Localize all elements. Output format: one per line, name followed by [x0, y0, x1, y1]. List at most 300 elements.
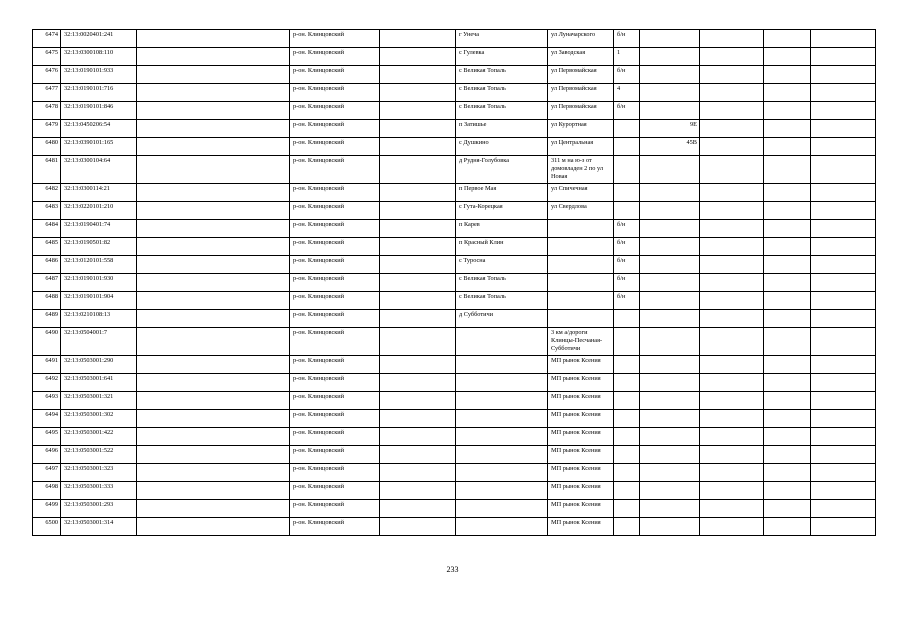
empty-cell [764, 202, 811, 220]
row-number-cell: 6486 [33, 256, 61, 274]
locality-cell [456, 500, 548, 518]
empty-cell [700, 328, 764, 356]
building-number-cell [640, 328, 700, 356]
row-number-cell: 6493 [33, 392, 61, 410]
street-cell: ул Луначарского [548, 30, 614, 48]
empty-cell [700, 374, 764, 392]
table-row [33, 446, 876, 464]
row-number-cell: 6496 [33, 446, 61, 464]
street-cell [548, 274, 614, 292]
cadastral-number-cell: 32:13:0190401:74 [61, 220, 137, 238]
street-cell [548, 292, 614, 310]
table-row [33, 518, 876, 536]
street-cell: ул Первомайская [548, 66, 614, 84]
empty-cell [811, 518, 876, 536]
district-cell: р-он. Клинцовский [290, 518, 380, 536]
empty-cell [137, 184, 290, 202]
table-row [33, 328, 876, 356]
empty-cell [764, 500, 811, 518]
street-cell: 3 км а/дороги Клинцы-Песчаная-Субботичи [548, 328, 614, 356]
empty-cell [380, 48, 456, 66]
building-number-cell [640, 446, 700, 464]
street-cell [548, 310, 614, 328]
house-number-cell [614, 328, 640, 356]
empty-cell [811, 356, 876, 374]
building-number-cell [640, 66, 700, 84]
empty-cell [700, 138, 764, 156]
empty-cell [137, 410, 290, 428]
cadastral-number-cell: 32:13:0503001:302 [61, 410, 137, 428]
empty-cell [137, 256, 290, 274]
cadastral-number-cell: 32:13:0390101:165 [61, 138, 137, 156]
empty-cell [764, 464, 811, 482]
table-row [33, 66, 876, 84]
locality-cell: с Гулевка [456, 48, 548, 66]
district-cell: р-он. Клинцовский [290, 374, 380, 392]
house-number-cell: б/н [614, 30, 640, 48]
locality-cell [456, 446, 548, 464]
empty-cell [137, 30, 290, 48]
empty-cell [380, 102, 456, 120]
building-number-cell [640, 482, 700, 500]
street-cell: МП рынок Ксения [548, 410, 614, 428]
locality-cell [456, 464, 548, 482]
empty-cell [137, 464, 290, 482]
empty-cell [700, 84, 764, 102]
street-cell: МП рынок Ксения [548, 482, 614, 500]
row-number-cell: 6483 [33, 202, 61, 220]
cadastral-number-cell: 32:13:0190501:82 [61, 238, 137, 256]
locality-cell: с Душкино [456, 138, 548, 156]
empty-cell [811, 184, 876, 202]
locality-cell [456, 428, 548, 446]
empty-cell [700, 220, 764, 238]
table-row [33, 274, 876, 292]
district-cell: р-он. Клинцовский [290, 30, 380, 48]
empty-cell [764, 138, 811, 156]
street-cell: ул Заводская [548, 48, 614, 66]
empty-cell [764, 274, 811, 292]
street-cell: ул Центральная [548, 138, 614, 156]
empty-cell [380, 518, 456, 536]
empty-cell [811, 120, 876, 138]
district-cell: р-он. Клинцовский [290, 156, 380, 184]
empty-cell [811, 84, 876, 102]
house-number-cell: б/н [614, 256, 640, 274]
row-number-cell: 6490 [33, 328, 61, 356]
cadastral-number-cell: 32:13:0190101:716 [61, 84, 137, 102]
table-row [33, 500, 876, 518]
house-number-cell: б/н [614, 102, 640, 120]
locality-cell [456, 392, 548, 410]
district-cell: р-он. Клинцовский [290, 256, 380, 274]
empty-cell [764, 374, 811, 392]
empty-cell [380, 500, 456, 518]
empty-cell [764, 310, 811, 328]
building-number-cell [640, 202, 700, 220]
empty-cell [811, 428, 876, 446]
house-number-cell: б/н [614, 274, 640, 292]
house-number-cell [614, 120, 640, 138]
table-row [33, 30, 876, 48]
street-cell [548, 220, 614, 238]
street-cell: ул Первомайская [548, 102, 614, 120]
locality-cell [456, 482, 548, 500]
street-cell: ул Курортная [548, 120, 614, 138]
cadastral-number-cell: 32:13:0450206:54 [61, 120, 137, 138]
table-row [33, 138, 876, 156]
building-number-cell [640, 518, 700, 536]
table-row [33, 310, 876, 328]
table-row [33, 428, 876, 446]
district-cell: р-он. Клинцовский [290, 428, 380, 446]
table-row [33, 102, 876, 120]
cadastral-number-cell: 32:13:0503001:422 [61, 428, 137, 446]
building-number-cell [640, 428, 700, 446]
district-cell: р-он. Клинцовский [290, 482, 380, 500]
empty-cell [700, 446, 764, 464]
empty-cell [811, 102, 876, 120]
locality-cell [456, 374, 548, 392]
district-cell: р-он. Клинцовский [290, 138, 380, 156]
empty-cell [811, 30, 876, 48]
building-number-cell [640, 48, 700, 66]
empty-cell [764, 220, 811, 238]
cadastral-number-cell: 32:13:0503001:323 [61, 464, 137, 482]
empty-cell [764, 392, 811, 410]
empty-cell [380, 310, 456, 328]
empty-cell [811, 48, 876, 66]
cadastral-number-cell: 32:13:0300108:110 [61, 48, 137, 66]
house-number-cell [614, 500, 640, 518]
empty-cell [137, 220, 290, 238]
building-number-cell [640, 410, 700, 428]
empty-cell [380, 184, 456, 202]
row-number-cell: 6500 [33, 518, 61, 536]
empty-cell [137, 392, 290, 410]
empty-cell [700, 120, 764, 138]
empty-cell [764, 84, 811, 102]
empty-cell [700, 482, 764, 500]
empty-cell [137, 328, 290, 356]
empty-cell [137, 120, 290, 138]
empty-cell [700, 356, 764, 374]
locality-cell: с Туросна [456, 256, 548, 274]
locality-cell: п Затишье [456, 120, 548, 138]
row-number-cell: 6491 [33, 356, 61, 374]
empty-cell [764, 328, 811, 356]
row-number-cell: 6476 [33, 66, 61, 84]
empty-cell [380, 392, 456, 410]
building-number-cell [640, 356, 700, 374]
row-number-cell: 6494 [33, 410, 61, 428]
table-row [33, 292, 876, 310]
empty-cell [380, 428, 456, 446]
building-number-cell [640, 220, 700, 238]
house-number-cell [614, 482, 640, 500]
empty-cell [380, 446, 456, 464]
district-cell: р-он. Клинцовский [290, 356, 380, 374]
house-number-cell [614, 518, 640, 536]
house-number-cell [614, 446, 640, 464]
page-number: 233 [446, 565, 459, 574]
cadastral-number-cell: 32:13:0020401:241 [61, 30, 137, 48]
house-number-cell: б/н [614, 292, 640, 310]
district-cell: р-он. Клинцовский [290, 220, 380, 238]
locality-cell: п Первое Мая [456, 184, 548, 202]
locality-cell: с Великая Топаль [456, 102, 548, 120]
street-cell: МП рынок Ксения [548, 500, 614, 518]
building-number-cell [640, 102, 700, 120]
empty-cell [811, 328, 876, 356]
empty-cell [700, 256, 764, 274]
cadastral-number-cell: 32:13:0503001:333 [61, 482, 137, 500]
table-row [33, 184, 876, 202]
empty-cell [764, 356, 811, 374]
cadastral-number-cell: 32:13:0503001:522 [61, 446, 137, 464]
street-cell: МП рынок Ксения [548, 446, 614, 464]
empty-cell [380, 374, 456, 392]
empty-cell [380, 138, 456, 156]
house-number-cell [614, 464, 640, 482]
house-number-cell: 1 [614, 48, 640, 66]
locality-cell: г Унеча [456, 30, 548, 48]
locality-cell: п Карев [456, 220, 548, 238]
empty-cell [137, 238, 290, 256]
empty-cell [380, 84, 456, 102]
empty-cell [700, 274, 764, 292]
empty-cell [764, 292, 811, 310]
street-cell: ул Свердлова [548, 202, 614, 220]
district-cell: р-он. Клинцовский [290, 274, 380, 292]
empty-cell [764, 518, 811, 536]
house-number-cell: б/н [614, 66, 640, 84]
empty-cell [811, 274, 876, 292]
building-number-cell [640, 30, 700, 48]
cadastral-number-cell: 32:13:0300104:64 [61, 156, 137, 184]
cadastral-number-cell: 32:13:0210108:13 [61, 310, 137, 328]
building-number-cell [640, 184, 700, 202]
row-number-cell: 6495 [33, 428, 61, 446]
district-cell: р-он. Клинцовский [290, 446, 380, 464]
row-number-cell: 6481 [33, 156, 61, 184]
empty-cell [811, 464, 876, 482]
empty-cell [811, 392, 876, 410]
house-number-cell: б/н [614, 220, 640, 238]
empty-cell [764, 30, 811, 48]
building-number-cell [640, 392, 700, 410]
empty-cell [700, 410, 764, 428]
empty-cell [380, 66, 456, 84]
street-cell: МП рынок Ксения [548, 518, 614, 536]
building-number-cell [640, 156, 700, 184]
row-number-cell: 6489 [33, 310, 61, 328]
empty-cell [137, 428, 290, 446]
empty-cell [700, 392, 764, 410]
empty-cell [764, 482, 811, 500]
district-cell: р-он. Клинцовский [290, 392, 380, 410]
table-row [33, 464, 876, 482]
building-number-cell: 9Е [640, 120, 700, 138]
empty-cell [700, 310, 764, 328]
locality-cell: с Великая Топаль [456, 66, 548, 84]
district-cell: р-он. Клинцовский [290, 84, 380, 102]
cadastral-number-cell: 32:13:0503001:321 [61, 392, 137, 410]
district-cell: р-он. Клинцовский [290, 238, 380, 256]
empty-cell [811, 256, 876, 274]
house-number-cell [614, 310, 640, 328]
cadastral-number-cell: 32:13:0120101:558 [61, 256, 137, 274]
cadastral-number-cell: 32:13:0190101:904 [61, 292, 137, 310]
district-cell: р-он. Клинцовский [290, 310, 380, 328]
empty-cell [764, 256, 811, 274]
house-number-cell: 4 [614, 84, 640, 102]
house-number-cell: б/н [614, 238, 640, 256]
building-number-cell [640, 292, 700, 310]
empty-cell [380, 356, 456, 374]
row-number-cell: 6480 [33, 138, 61, 156]
empty-cell [700, 292, 764, 310]
empty-cell [137, 102, 290, 120]
empty-cell [380, 482, 456, 500]
empty-cell [700, 238, 764, 256]
empty-cell [380, 410, 456, 428]
street-cell: МП рынок Ксения [548, 464, 614, 482]
table-row [33, 156, 876, 184]
house-number-cell [614, 202, 640, 220]
locality-cell [456, 356, 548, 374]
cadastral-number-cell: 32:13:0503001:290 [61, 356, 137, 374]
empty-cell [380, 202, 456, 220]
empty-cell [700, 156, 764, 184]
building-number-cell [640, 84, 700, 102]
empty-cell [811, 374, 876, 392]
street-cell: МП рынок Ксения [548, 356, 614, 374]
row-number-cell: 6499 [33, 500, 61, 518]
empty-cell [811, 446, 876, 464]
street-cell: МП рынок Ксения [548, 428, 614, 446]
row-number-cell: 6479 [33, 120, 61, 138]
empty-cell [380, 328, 456, 356]
locality-cell [456, 410, 548, 428]
district-cell: р-он. Клинцовский [290, 66, 380, 84]
empty-cell [700, 30, 764, 48]
district-cell: р-он. Клинцовский [290, 102, 380, 120]
table-row [33, 392, 876, 410]
locality-cell: с Великая Топаль [456, 84, 548, 102]
row-number-cell: 6477 [33, 84, 61, 102]
row-number-cell: 6498 [33, 482, 61, 500]
district-cell: р-он. Клинцовский [290, 48, 380, 66]
building-number-cell [640, 464, 700, 482]
empty-cell [700, 66, 764, 84]
row-number-cell: 6488 [33, 292, 61, 310]
table-row [33, 482, 876, 500]
empty-cell [380, 464, 456, 482]
empty-cell [380, 156, 456, 184]
building-number-cell [640, 500, 700, 518]
empty-cell [811, 202, 876, 220]
district-cell: р-он. Клинцовский [290, 464, 380, 482]
house-number-cell [614, 410, 640, 428]
building-number-cell [640, 374, 700, 392]
empty-cell [811, 482, 876, 500]
empty-cell [764, 410, 811, 428]
empty-cell [811, 410, 876, 428]
empty-cell [764, 238, 811, 256]
table-row [33, 356, 876, 374]
cadastral-number-cell: 32:13:0503001:641 [61, 374, 137, 392]
cadastral-number-cell: 32:13:0504001:7 [61, 328, 137, 356]
street-cell [548, 256, 614, 274]
empty-cell [380, 292, 456, 310]
street-cell [548, 238, 614, 256]
building-number-cell: 45В [640, 138, 700, 156]
empty-cell [137, 518, 290, 536]
empty-cell [764, 428, 811, 446]
empty-cell [137, 156, 290, 184]
empty-cell [137, 48, 290, 66]
empty-cell [380, 220, 456, 238]
cadastral-number-cell: 32:13:0190101:930 [61, 274, 137, 292]
empty-cell [811, 220, 876, 238]
table-row [33, 48, 876, 66]
district-cell: р-он. Клинцовский [290, 184, 380, 202]
locality-cell [456, 518, 548, 536]
district-cell: р-он. Клинцовский [290, 120, 380, 138]
empty-cell [811, 292, 876, 310]
empty-cell [764, 120, 811, 138]
district-cell: р-он. Клинцовский [290, 410, 380, 428]
building-number-cell [640, 274, 700, 292]
row-number-cell: 6475 [33, 48, 61, 66]
empty-cell [764, 446, 811, 464]
table-row [33, 120, 876, 138]
cadastral-number-cell: 32:13:0190101:846 [61, 102, 137, 120]
table-row [33, 202, 876, 220]
empty-cell [137, 292, 290, 310]
row-number-cell: 6478 [33, 102, 61, 120]
empty-cell [137, 310, 290, 328]
building-number-cell [640, 310, 700, 328]
house-number-cell [614, 156, 640, 184]
street-cell: 311 м на ю-з от домовладен 2 по ул Новая [548, 156, 614, 184]
table-row [33, 256, 876, 274]
empty-cell [764, 48, 811, 66]
empty-cell [700, 184, 764, 202]
cadastral-number-cell: 32:13:0503001:314 [61, 518, 137, 536]
empty-cell [764, 102, 811, 120]
locality-cell: д Субботичи [456, 310, 548, 328]
table-row [33, 410, 876, 428]
table-row [33, 84, 876, 102]
district-cell: р-он. Клинцовский [290, 328, 380, 356]
empty-cell [380, 120, 456, 138]
table-row [33, 238, 876, 256]
empty-cell [380, 30, 456, 48]
empty-cell [811, 238, 876, 256]
row-number-cell: 6482 [33, 184, 61, 202]
row-number-cell: 6485 [33, 238, 61, 256]
row-number-cell: 6487 [33, 274, 61, 292]
cadastral-number-cell: 32:13:0220101:210 [61, 202, 137, 220]
house-number-cell [614, 184, 640, 202]
empty-cell [700, 518, 764, 536]
property-register-table [32, 29, 876, 536]
locality-cell: с Гута-Корецкая [456, 202, 548, 220]
cadastral-number-cell: 32:13:0300114:21 [61, 184, 137, 202]
empty-cell [700, 500, 764, 518]
